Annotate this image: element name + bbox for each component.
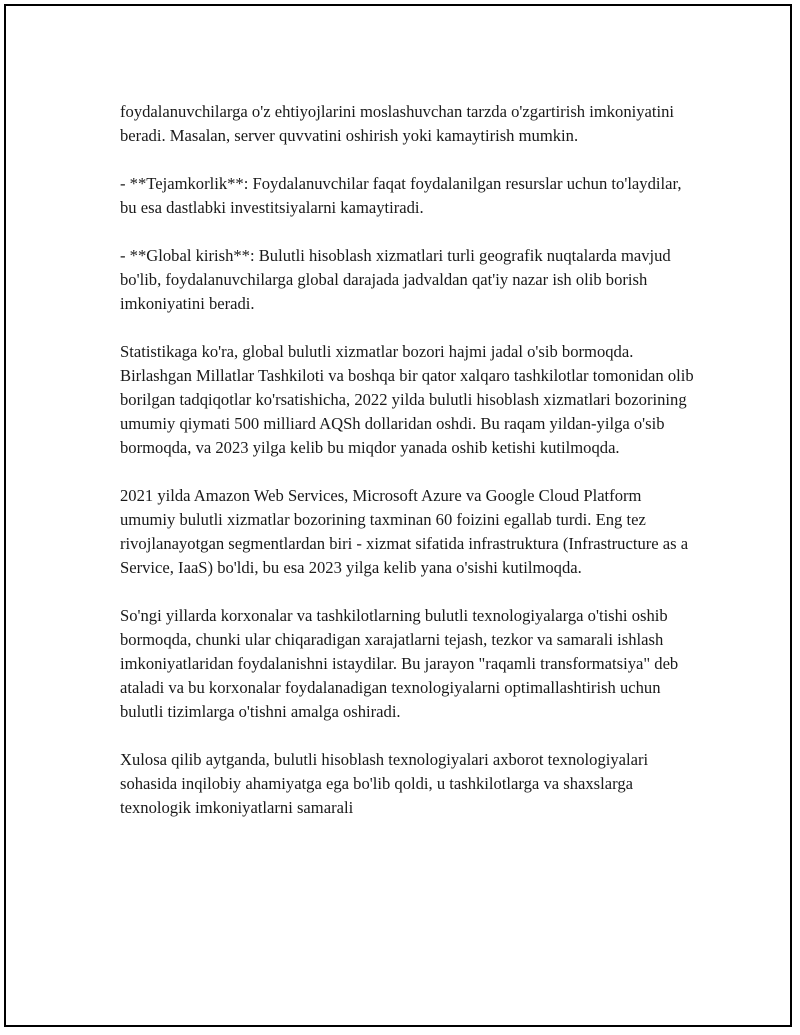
paragraph-market-statistics: Statistikaga ko'ra, global bulutli xizmatlar bozori hajmi jadal o'sib bormoqda. Birlashgan Millatlar Tashkiloti va boshqa bir qator xalqaro tashkilotlar tomonidan olib borilgan tadqiqotlar ko'rsatishicha, 2022 yilda bulutli hisoblash xizmatlari bozorining umumiy qiymati 500 milliard AQSh dollaridan oshdi. Bu raqam yildan-yilga o'sib bormoqda, va 2023 yilga kelib bu miqdor yanada oshib ketishi kutilmoqda.	[120, 342, 694, 457]
paragraph-flexibility-continued: foydalanuvchilarga o'z ehtiyojlarini moslashuvchan tarzda o'zgartirish imkoniyatini beradi. Masalan, server quvvatini oshirish yoki kamaytirish mumkin.	[120, 102, 675, 145]
document-body	[120, 100, 700, 820]
paragraph-digital-transformation: So'ngi yillarda korxonalar va tashkilotlarning bulutli texnologiyalarga o'tishi oshib bormoqda, chunki ular chiqaradigan xarajatlarni tejash, tezkor va samarali ishlash imkoniyatlaridan foydalanishni istaydilar. Bu jarayon "raqamli transformatsiya" deb ataladi va bu korxonalar foydalanadigan texnologiyalarni optimallashtirish uchun bulutli tizimlarga o'tishni amalga oshiradi.	[120, 606, 679, 721]
page-frame	[4, 4, 792, 1027]
paragraph-global-access: - **Global kirish**: Bulutli hisoblash xizmatlari turli geografik nuqtalarda mavjud bo'lib, foydalanuvchilarga global darajada jadvaldan qat'iy nazar ish olib borish imkoniyatini beradi.	[120, 246, 671, 313]
paragraph-conclusion: Xulosa qilib aytganda, bulutli hisoblash texnologiyalari axborot texnologiyalari sohasida inqilobiy ahamiyatga ega bo'lib qoldi, u tashkilotlarga va shaxslarga texnologik imkoniyatlarni samarali	[120, 750, 649, 817]
paragraph-cloud-providers: 2021 yilda Amazon Web Services, Microsoft Azure va Google Cloud Platform umumiy bulutli xizmatlar bozorining taxminan 60 foizini egallab turdi. Eng tez rivojlanayotgan segmentlardan biri - xizmat sifatida infrastruktura (Infrastructure as a Service, IaaS) bo'ldi, bu esa 2023 yilga kelib yana o'sishi kutilmoqda.	[120, 486, 689, 577]
paragraph-cost-efficiency: - **Tejamkorlik**: Foydalanuvchilar faqat foydalanilgan resurslar uchun to'laydilar, bu esa dastlabki investitsiyalarni kamaytiradi.	[120, 174, 682, 217]
